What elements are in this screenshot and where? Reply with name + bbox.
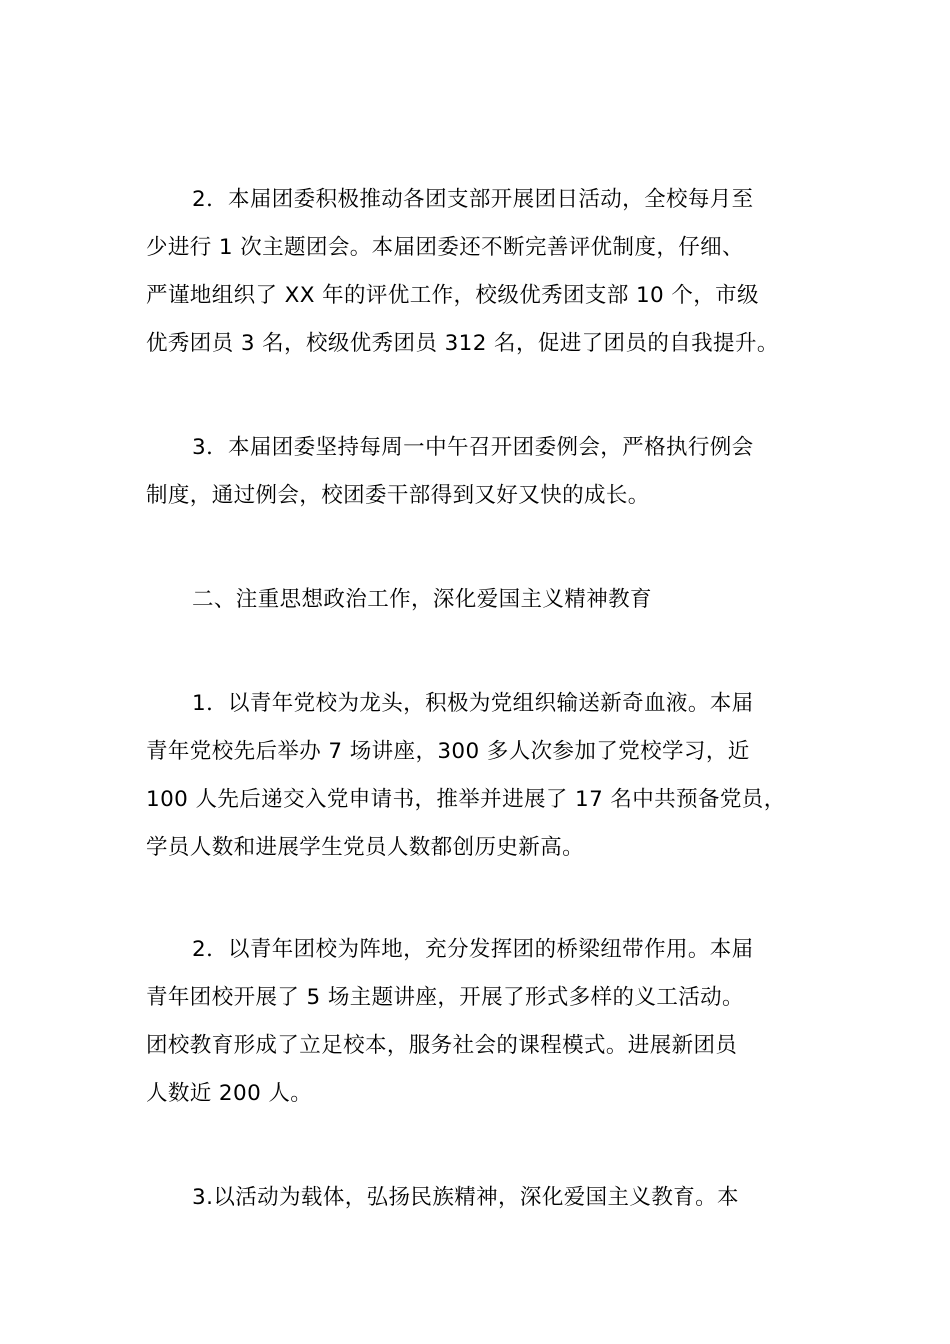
text-line: 少进行 1 次主题团会。本届团委还不断完善评优制度，仔细、	[146, 235, 744, 260]
text-line: 1．以青年党校为龙头，积极为党组织输送新奇血液。本届	[192, 691, 754, 716]
text-line: 100 人先后递交入党申请书，推举并进展了 17 名中共预备党员，	[146, 787, 786, 812]
paragraph-weekly-meeting	[146, 424, 826, 520]
text-line: 3.以活动为载体，弘扬民族精神，深化爱国主义教育。本	[192, 1185, 739, 1210]
text-line: 2．本届团委积极推动各团支部开展团日活动，全校每月至	[192, 187, 754, 212]
text-line: 制度，通过例会，校团委干部得到又好又快的成长。	[146, 483, 650, 508]
text-line: 2．以青年团校为阵地，充分发挥团的桥梁纽带作用。本届	[192, 937, 754, 962]
text-line: 青年党校先后举办 7 场讲座，300 多人次参加了党校学习，近	[146, 739, 750, 764]
paragraph-activities-carrier	[146, 1174, 826, 1222]
text-line: 团校教育形成了立足校本，服务社会的课程模式。进展新团员	[146, 1033, 738, 1058]
text-line: 3．本届团委坚持每周一中午召开团委例会，严格执行例会	[192, 435, 754, 460]
section-heading-ideological-work	[146, 576, 826, 624]
text-line: 严谨地组织了 XX 年的评优工作，校级优秀团支部 10 个，市级	[146, 283, 759, 308]
text-line: 青年团校开展了 5 场主题讲座，开展了形式多样的义工活动。	[146, 985, 744, 1010]
paragraph-league-day-activities	[146, 176, 826, 368]
text-line: 人数近 200 人。	[146, 1081, 313, 1106]
section-heading: 二、注重思想政治工作，深化爱国主义精神教育	[192, 587, 652, 612]
paragraph-youth-party-school	[146, 680, 826, 872]
text-line: 学员人数和进展学生党员人数都创历史新高。	[146, 835, 585, 860]
text-line: 优秀团员 3 名，校级优秀团员 312 名，促进了团员的自我提升。	[146, 331, 779, 356]
paragraph-youth-league-school	[146, 926, 826, 1118]
